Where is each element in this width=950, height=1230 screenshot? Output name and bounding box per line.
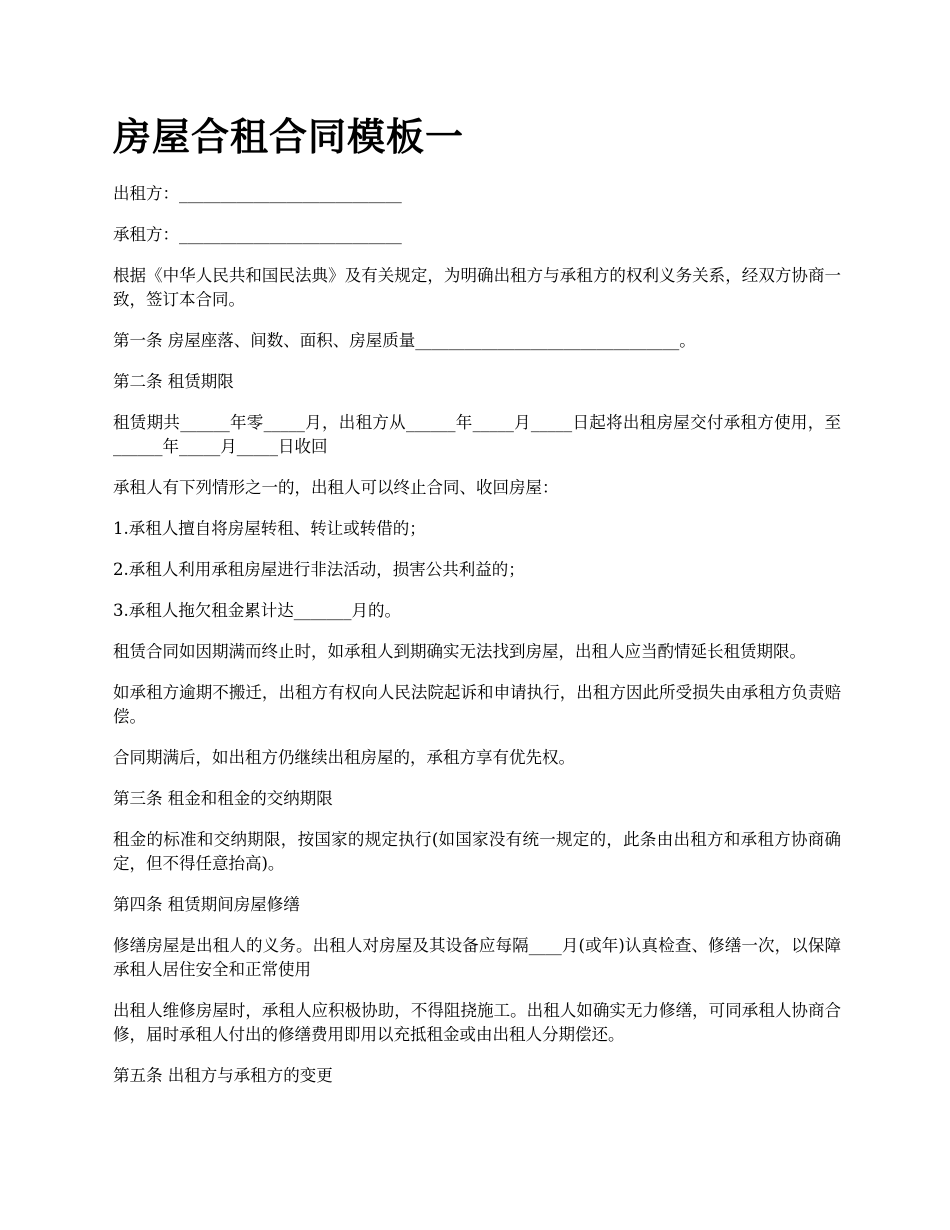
expiry-extension-paragraph: 租赁合同如因期满而终止时，如承租人到期确实无法找到房屋，出租人应当酌情延长租赁期限。 xyxy=(113,642,806,661)
termination-item-3: 3.承租人拖欠租金累计达_______月的。 xyxy=(113,601,401,620)
repair-cooperation-paragraph: 出租人维修房屋时，承租人应积极协助，不得阻挠施工。出租人如确实无力修缮，可同承租人协商合修，届时承租人付出的修缮费用即用以充抵租金或由出租人分期偿还。 xyxy=(113,1001,841,1044)
document-page xyxy=(113,112,841,1105)
rent-standard-paragraph: 租金的标准和交纳期限，按国家的规定执行(如国家没有统一规定的，此条由出租方和承租方协商确定，但不得任意抬高)。 xyxy=(113,830,841,873)
article-3-heading: 第三条 租金和租金的交纳期限 xyxy=(113,789,333,808)
overdue-move-paragraph: 如承租方逾期不搬迁，出租方有权向人民法院起诉和申请执行，出租方因此所受损失由承租方负责赔偿。 xyxy=(113,683,841,726)
article-2-heading: 第二条 租赁期限 xyxy=(113,372,234,391)
document-title: 房屋合租合同模板一 xyxy=(113,115,465,159)
preamble-paragraph: 根据《中华人民共和国民法典》及有关规定，为明确出租方与承租方的权利义务关系，经双方协商一致，签订本合同。 xyxy=(113,266,841,309)
termination-item-1: 1.承租人擅自将房屋转租、转让或转借的； xyxy=(113,519,426,538)
termination-item-2: 2.承租人利用承租房屋进行非法活动，损害公共利益的； xyxy=(113,560,525,579)
article-5-heading: 第五条 出租方与承租方的变更 xyxy=(113,1066,333,1085)
termination-intro: 承租人有下列情形之一的，出租人可以终止合同、收回房屋： xyxy=(113,478,559,497)
article-1-heading: 第一条 房屋座落、间数、面积、房屋质量________________________________。 xyxy=(113,331,696,350)
article-4-heading: 第四条 租赁期间房屋修缮 xyxy=(113,895,300,914)
priority-right-paragraph: 合同期满后，如出租方仍继续出租房屋的，承租方享有优先权。 xyxy=(113,748,575,767)
repair-duty-paragraph: 修缮房屋是出租人的义务。出租人对房屋及其设备应每隔____月(或年)认真检查、修缮一次，以保障承租人居住安全和正常使用 xyxy=(113,936,841,979)
lease-term-paragraph: 租赁期共______年零_____月，出租方从______年_____月_____日起将出租房屋交付承租方使用，至______年_____月_____日收回 xyxy=(113,413,841,456)
lessor-line: 出租方：___________________________ xyxy=(113,184,402,203)
lessee-line: 承租方：___________________________ xyxy=(113,225,402,244)
